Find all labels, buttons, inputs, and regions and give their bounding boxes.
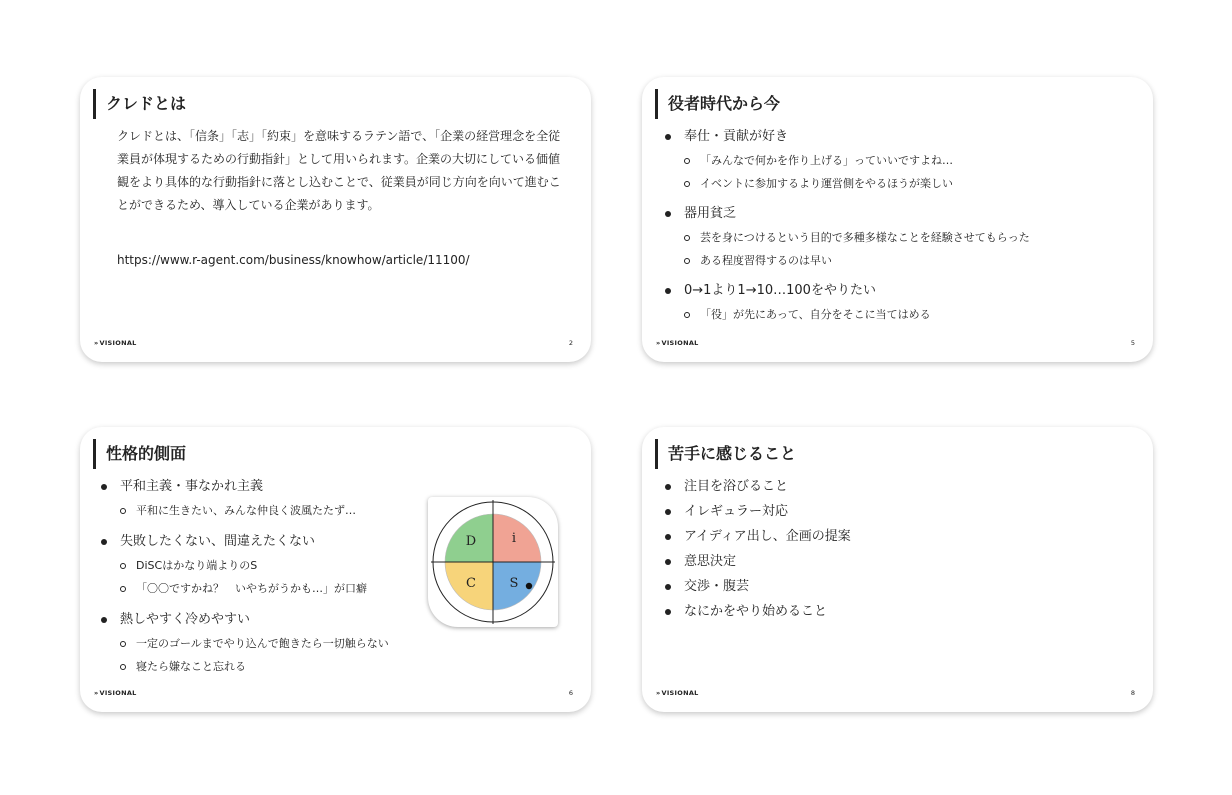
disc-position-marker xyxy=(526,583,532,589)
visional-logo xyxy=(656,339,699,347)
page-number: 8 xyxy=(1130,689,1135,697)
bullet-list xyxy=(662,478,851,621)
bullet-list xyxy=(662,128,1030,323)
bullet-list xyxy=(98,478,389,675)
slide-title: 性格的側面 xyxy=(93,439,186,469)
logo-mark-icon: » xyxy=(656,689,661,697)
disc-diagram-svg xyxy=(428,497,558,627)
visional-logo xyxy=(656,689,699,697)
bullet-item: 交渉・腹芸 xyxy=(662,578,851,596)
disc-diagram-image xyxy=(428,497,558,627)
reference-url: https://www.r-agent.com/business/knowhow/article/11100/ xyxy=(117,253,470,267)
slide-body-text: クレドとは、「信条」「志」「約束」を意味するラテン語で、「企業の経営理念を全従業員が体現するための行動指針」として用いられます。企業の大切にしている価値観をより具体的な行動指針に落とし込むことで、従業員が同じ方向を向いて進むことができるため、導入している企業があります。 xyxy=(117,129,561,212)
sub-bullet-item: 芸を身につけるという目的で多種多様なことを経験させてもらった xyxy=(662,230,1030,246)
logo-mark-icon: » xyxy=(656,339,661,347)
logo-mark-icon: » xyxy=(94,339,99,347)
visional-logo xyxy=(94,339,137,347)
page-number: 2 xyxy=(568,339,573,347)
slide-thumbnail-personality[interactable] xyxy=(80,427,591,712)
logo-mark-icon: » xyxy=(94,689,99,697)
bullet-item: 失敗したくない、間違えたくない xyxy=(98,533,389,551)
sub-bullet-item: 「役」が先にあって、自分をそこに当てはめる xyxy=(662,307,1030,323)
disc-letter-d: D xyxy=(465,534,477,549)
bullet-item: 器用貧乏 xyxy=(662,205,1030,223)
visional-logo xyxy=(94,689,137,697)
disc-letter-i: i xyxy=(511,531,517,546)
sub-bullet-item: 平和に生きたい、みんな仲良く波風たたず… xyxy=(98,503,389,519)
logo-text: VISIONAL xyxy=(661,689,699,697)
disc-letter-s: S xyxy=(509,576,519,591)
bullet-item: 注目を浴びること xyxy=(662,478,851,496)
logo-text: VISIONAL xyxy=(661,339,699,347)
bullet-item: 平和主義・事なかれ主義 xyxy=(98,478,389,496)
sub-bullet-item: 「みんなで何かを作り上げる」っていいですよね… xyxy=(662,153,1030,169)
bullet-item: 0→1より1→10…100をやりたい xyxy=(662,282,1030,300)
bullet-item: 意思決定 xyxy=(662,553,851,571)
slide-title: 役者時代から今 xyxy=(655,89,780,119)
page-number: 6 xyxy=(568,689,573,697)
logo-text: VISIONAL xyxy=(99,689,137,697)
bullet-item: アイディア出し、企画の提案 xyxy=(662,528,851,546)
slide-thumbnail-actor-era[interactable] xyxy=(642,77,1153,362)
sub-bullet-item: 「〇〇ですかね？ いやちがうかも…」が口癖 xyxy=(98,581,389,597)
bullet-item: 奉仕・貢献が好き xyxy=(662,128,1030,146)
bullet-item: 熱しやすく冷めやすい xyxy=(98,611,389,629)
slide-thumbnail-credo[interactable] xyxy=(80,77,591,362)
bullet-item: イレギュラー対応 xyxy=(662,503,851,521)
slide-thumbnail-weaknesses[interactable] xyxy=(642,427,1153,712)
sub-bullet-item: DiSCはかなり端よりのS xyxy=(98,558,389,574)
disc-letter-c: C xyxy=(466,576,476,591)
slide-title: 苦手に感じること xyxy=(655,439,796,469)
bullet-item: なにかをやり始めること xyxy=(662,603,851,621)
disc-quadrant-i xyxy=(493,514,541,562)
slide-title: クレドとは xyxy=(93,89,186,119)
logo-text: VISIONAL xyxy=(99,339,137,347)
sub-bullet-item: ある程度習得するのは早い xyxy=(662,253,1030,269)
sub-bullet-item: 寝たら嫌なこと忘れる xyxy=(98,659,389,675)
page-number: 5 xyxy=(1130,339,1135,347)
sub-bullet-item: イベントに参加するより運営側をやるほうが楽しい xyxy=(662,176,1030,192)
sub-bullet-item: 一定のゴールまでやり込んで飽きたら一切触らない xyxy=(98,636,389,652)
